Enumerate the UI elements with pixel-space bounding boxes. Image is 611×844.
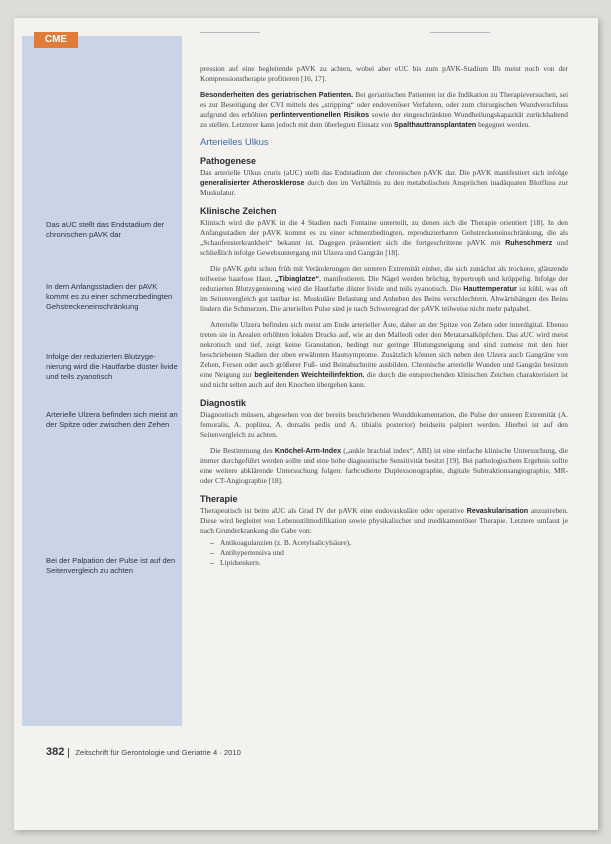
geriatric-text-3: begegnet werden. <box>476 120 531 129</box>
diagnostik-paragraph-1: Diagnostisch müssen, abgesehen von der bereits beschriebenen Wunddokumentation, die Pulse der unteren Extremität (A. femoralis, A. poplitea, A. dorsalis pedis und A. tibialis posterior) beidseits palpiert werden. Hierbei ist auf den Seitenvergleich zu achten. <box>200 410 568 439</box>
klinik-paragraph-1 <box>200 218 568 258</box>
pathogenese-paragraph <box>200 168 568 198</box>
keyword: Ruheschmerz <box>505 238 553 247</box>
list-item: – Antikoagulanzien (z. B. Acetylsalicylsäure), <box>210 538 568 548</box>
klinik-paragraph-2 <box>200 264 568 314</box>
therapie-text: Therapeutisch ist beim aUC als Grad IV der pAVK eine endovaskuläre oder operative <box>200 506 467 515</box>
pathogenese-text-2: durch den im Verhältnis zu den metabolischen Ansprüchen inadäquaten Blutfluss zur Muskulatur. <box>200 178 568 197</box>
therapie-list <box>200 538 568 568</box>
margin-note-4: Arterielle Ulzera befinden sich meist an der Spitze oder zwischen den Zehen <box>46 410 178 429</box>
geriatric-heading: Besonderheiten des geriatrischen Patienten. <box>200 90 354 99</box>
pathogenese-text-1: Das arterielle Ulkus cruris (aUC) stellt das Endstadium der chronischen pAVK dar. Die pAVK manifestiert sich infolge <box>200 168 568 177</box>
diagnostik-paragraph-2 <box>200 446 568 486</box>
diagnostik-text: („ankle brachial index“, ABI) ist eine einfache klinische Untersuchung, die immer durchgeführt werden sollte und eine hohe diagnostische Sensitivität besitzt [19]. Bei pathologischem Ergebnis sollte eine weitere abklärende Untersuchung folgen: farbcodierte Duplexsonographie, digitale Subtraktionsangiographie, MR- oder CT-Angiographie [18]. <box>200 446 568 485</box>
page-number: 382 <box>46 746 65 758</box>
margin-note-2: In dem Anfangsstadien der pAVK kommt es zu einer schmerzbedingten Gehstreckeneinschränkung <box>46 282 173 311</box>
page-footer <box>46 746 241 758</box>
geriatric-text-2: sowie der eingeschränkten Wundheilungskapazität zurückhaltend zu stellen. Letzterer kann jedoch mit dem überlegten Einsatz von <box>200 110 568 129</box>
footer-divider <box>68 748 69 758</box>
header-rule-left <box>200 32 260 33</box>
list-item: – Antihypertensiva und <box>210 548 568 558</box>
klinik-text: und schließlich infolge Gewebsuntergang mit Ulzera und Gangrän [18]. <box>200 238 569 257</box>
therapie-heading: Therapie <box>200 494 238 504</box>
klinik-text: ist kühl, was oft im Seitenvergleich gut tastbar ist. Muskuläre Belastung und Anheben des Beins verschlechtern. Abwärtshängen des Beins lindern die Schmerzen. Die arteriellen Pulse sind je nach Schweregrad der pAVK teilweise nicht mehr palpabel. <box>200 284 568 313</box>
margin-note-1: Das aUC stellt das Endstadium der chronischen pAVK dar <box>46 220 165 239</box>
margin-note-3: Infolge der reduzierten Blutzygenierung wird die Hautfarbe düster livide und teils zyanotisch <box>46 352 178 381</box>
journal-name: Zeitschrift für Gerontologie und Geriatrie 4 · 2010 <box>75 748 241 757</box>
header-rule-right <box>430 32 490 33</box>
therapie-paragraph <box>200 506 568 536</box>
section-title: Arterielles Ulkus <box>200 137 269 148</box>
list-item: – Lipidsenkern. <box>210 558 568 568</box>
diagnostik-text: Die Bestimmung des <box>210 446 275 455</box>
klinik-text: , die durch die entsprechenden klinischen Zeichen charakterisiert ist und nicht selten auch auf den Knochen übergehen kann. <box>200 370 568 389</box>
klinik-heading: Klinische Zeichen <box>200 206 277 216</box>
geriatric-paragraph <box>200 90 568 130</box>
keyword: Revaskularisation <box>466 506 529 515</box>
klinik-text: Klinisch wird die pAVK in die 4 Stadien nach Fontaine unterteilt, zu denen sich die Therapie orientiert [18]. In den Anfangsstadien der pAVK kommt es zu einer schmerzbedingten, reproduzierbaren Gehstreckeneinschränkung, die als „Schaufensterkrankheit“ bekannt ist. Dagegen präsentiert sich die fortgeschrittene pAVK mit <box>200 218 568 247</box>
article-body <box>200 64 568 568</box>
klinik-text: , manifestieren. Die Nägel werden brüchig, hypertroph und krüppelig. Infolge der reduzierten Blutzygenierung wird die Hautfarbe düster livide und teils zyanotisch. Die <box>200 274 568 293</box>
intro-paragraph: pression auf eine begleitende pAVK zu achten, wobei aber eUC bis zum pAVK-Stadium IIb meist noch von der Kompressionstherapie profitieren [16, 17]. <box>200 64 568 83</box>
klinik-text: Arterielle Ulzera befinden sich meist am Ende arterieller Äste, daher an der Spitze von Zehen oder interdigital. Ebenso treten sie in Arealen erhöhten lokalen Drucks auf, wie an den Malleoli oder den Metatarsalköpfchen. Das aUC wird meist nekrotisch und tief, zeigt keine Granulation, bedingt nur geringe Blutungsneigung und sind zumeist mit den hier beschriebenen Stadien der oben erwähnten Hautsymptome. Zusätzlich können sich neben den Ulzera auch Gangräne von Zehen, Fersen oder auch größerer Fuß- und Beinabschnitte ausbilden. Chronische arterielle Wunden und Gangrän besitzen eine Neigung zur <box>200 320 568 379</box>
keyword: Hauttemperatur <box>463 284 517 293</box>
cme-badge: CME <box>34 32 78 48</box>
keyword: begleitenden Weichteilinfektion <box>254 370 363 379</box>
keyword: Knöchel-Arm-Index <box>274 446 342 455</box>
keyword: generalisierter Atherosklerose <box>200 178 305 187</box>
klinik-paragraph-3 <box>200 320 568 390</box>
margin-note-5: Bei der Palpation der Pulse ist auf den Seitenvergleich zu achten <box>46 556 176 575</box>
geriatric-text-1: Bei geriatrischen Patienten ist die Indikation zu Therapieversuchen, sei es zur Beseitigung der CVI mittels des „stripping“ oder endovenöser Verfahren, oder zum chirurgischen Wundverschluss aufgrund des erhöhten <box>200 90 568 119</box>
pathogenese-heading: Pathogenese <box>200 156 257 166</box>
diagnostik-heading: Diagnostik <box>200 398 247 408</box>
therapie-text: anzustreben. Diese wird begleitet von Lebensstilmodifikation sowie physikalischer und medikamentöser Therapie. Letztere umfasst je nach Grunderkrankung die Gabe von: <box>200 506 568 535</box>
keyword: Spalthauttransplantaten <box>393 120 477 129</box>
keyword: „Tibiaglatze“ <box>274 274 320 283</box>
klinik-text: Die pAVK geht schon früh mit Veränderungen der unteren Extremität einher, die sich zunächst als trockene, glänzende teilweise haarlose Haut, <box>200 264 568 283</box>
keyword: perlinterventionellen Risikos <box>270 110 370 119</box>
